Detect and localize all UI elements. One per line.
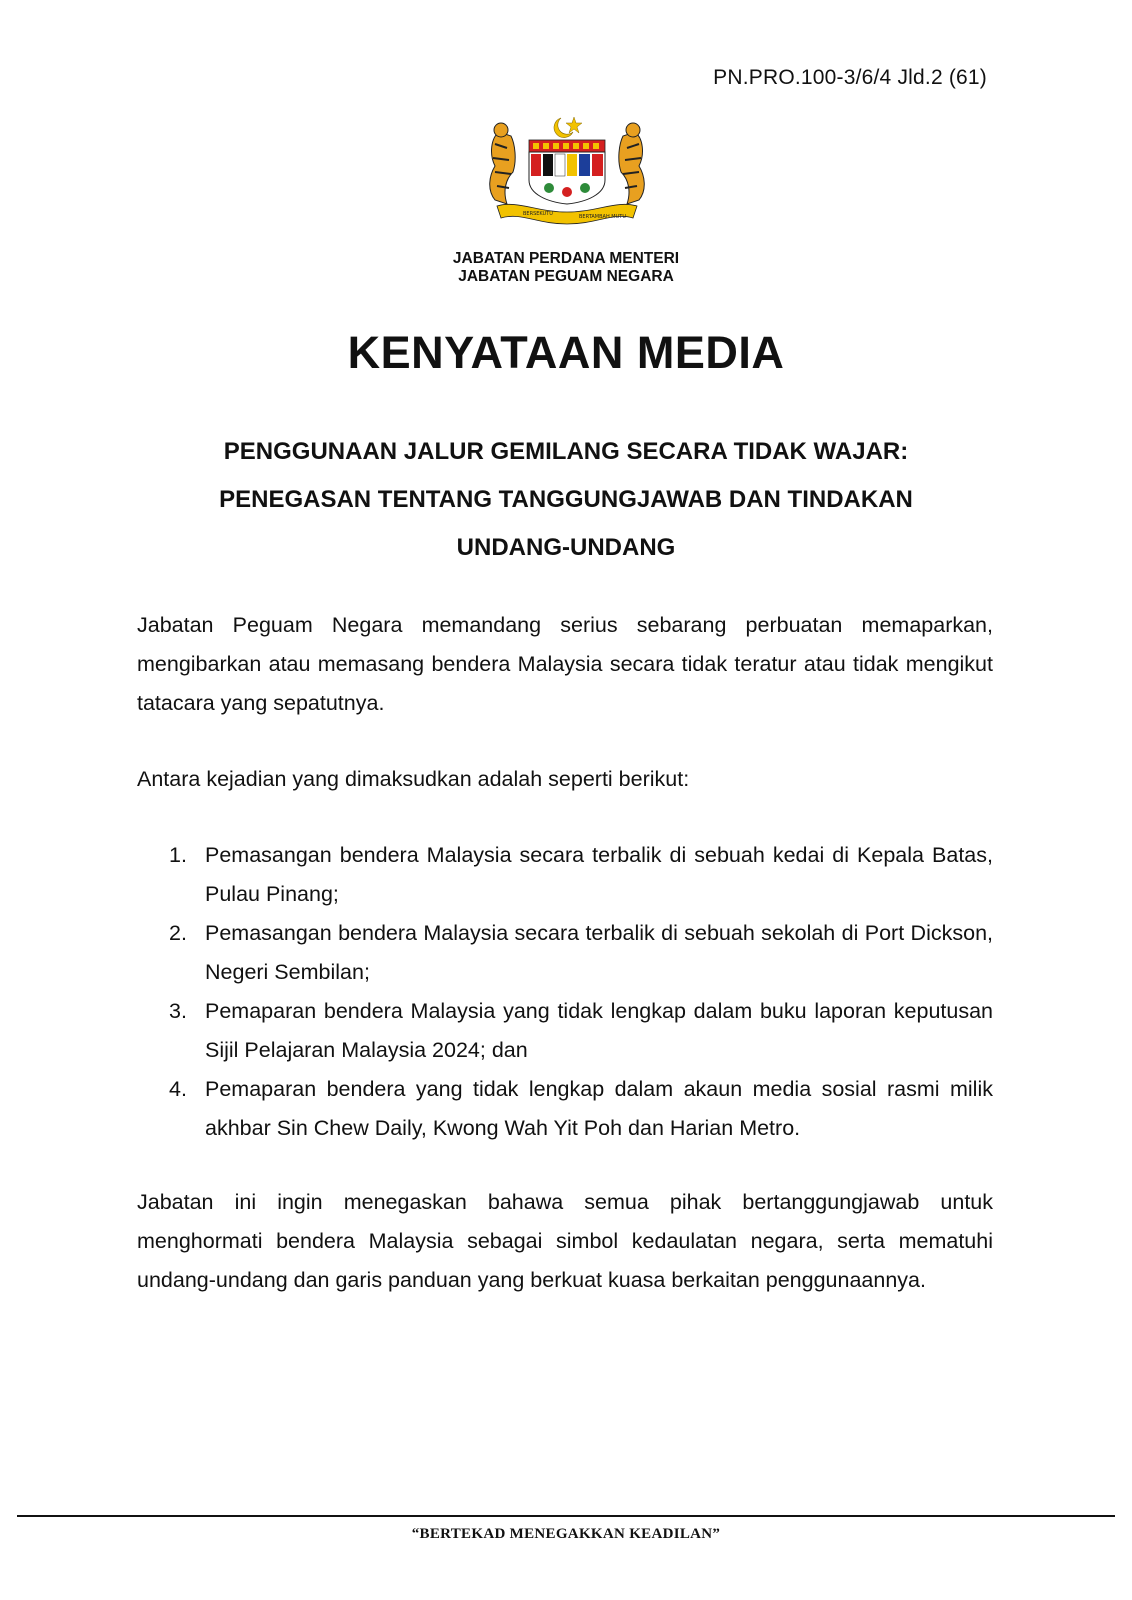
paragraph-intro: Jabatan Peguam Negara memandang serius sebarang perbuatan memaparkan, mengibarkan atau memasang bendera Malaysia secara tidak teratur atau tidak mengikut tatacara yang sepatutnya. bbox=[137, 613, 993, 715]
agency-block bbox=[0, 250, 1132, 286]
subject-line-1: PENGGUNAAN JALUR GEMILANG SECARA TIDAK WAJAR: bbox=[223, 438, 909, 465]
list-item-number: 4. bbox=[169, 1077, 187, 1101]
list-item bbox=[137, 836, 993, 914]
subject-line-2: PENEGASAN TENTANG TANGGUNGJAWAB DAN TINDAKAN bbox=[219, 486, 913, 513]
list-item bbox=[137, 1070, 993, 1148]
list-item-text: Pemasangan bendera Malaysia secara terbalik di sebuah kedai di Kepala Batas, Pulau Pinang; bbox=[205, 843, 993, 906]
incident-list bbox=[137, 836, 993, 1148]
scroll-left-text: BERSEKUTU bbox=[523, 211, 553, 217]
coat-of-arms-icon bbox=[477, 114, 657, 226]
list-item-text: Pemasangan bendera Malaysia secara terbalik di sebuah sekolah di Port Dickson, Negeri Sembilan; bbox=[205, 921, 993, 984]
agency-line-2: JABATAN PEGUAM NEGARA bbox=[458, 268, 674, 285]
scroll-right-text: BERTAMBAH MUTU bbox=[579, 214, 626, 220]
subject-heading bbox=[0, 428, 1132, 572]
paragraph-list-lead: Antara kejadian yang dimaksudkan adalah seperti berikut: bbox=[137, 767, 690, 791]
footer-divider bbox=[17, 1515, 1115, 1517]
reference-number: PN.PRO.100-3/6/4 Jld.2 (61) bbox=[713, 66, 987, 89]
footer-motto: “BERTEKAD MENEGAKKAN KEADILAN” bbox=[411, 1526, 721, 1542]
list-item-text: Pemaparan bendera yang tidak lengkap dalam akaun media sosial rasmi milik akhbar Sin Chew Daily, Kwong Wah Yit Poh dan Harian Metro. bbox=[205, 1077, 993, 1140]
document-title: KENYATAAN MEDIA bbox=[347, 327, 785, 378]
agency-line-1: JABATAN PERDANA MENTERI bbox=[452, 250, 680, 267]
paragraph-closing: Jabatan ini ingin menegaskan bahawa semua pihak bertanggungjawab untuk menghormati bendera Malaysia sebagai simbol kedaulatan negara, serta mematuhi undang-undang dan garis panduan yang berkuat kuasa berkaitan penggunaannya. bbox=[137, 1190, 993, 1292]
list-item-text: Pemaparan bendera Malaysia yang tidak lengkap dalam buku laporan keputusan Sijil Pelajaran Malaysia 2024; dan bbox=[205, 999, 993, 1062]
list-item bbox=[137, 992, 993, 1070]
list-item-number: 1. bbox=[169, 843, 187, 867]
subject-line-3: UNDANG-UNDANG bbox=[456, 534, 676, 561]
list-item-number: 2. bbox=[169, 921, 187, 945]
list-item bbox=[137, 914, 993, 992]
list-item-number: 3. bbox=[169, 999, 187, 1023]
